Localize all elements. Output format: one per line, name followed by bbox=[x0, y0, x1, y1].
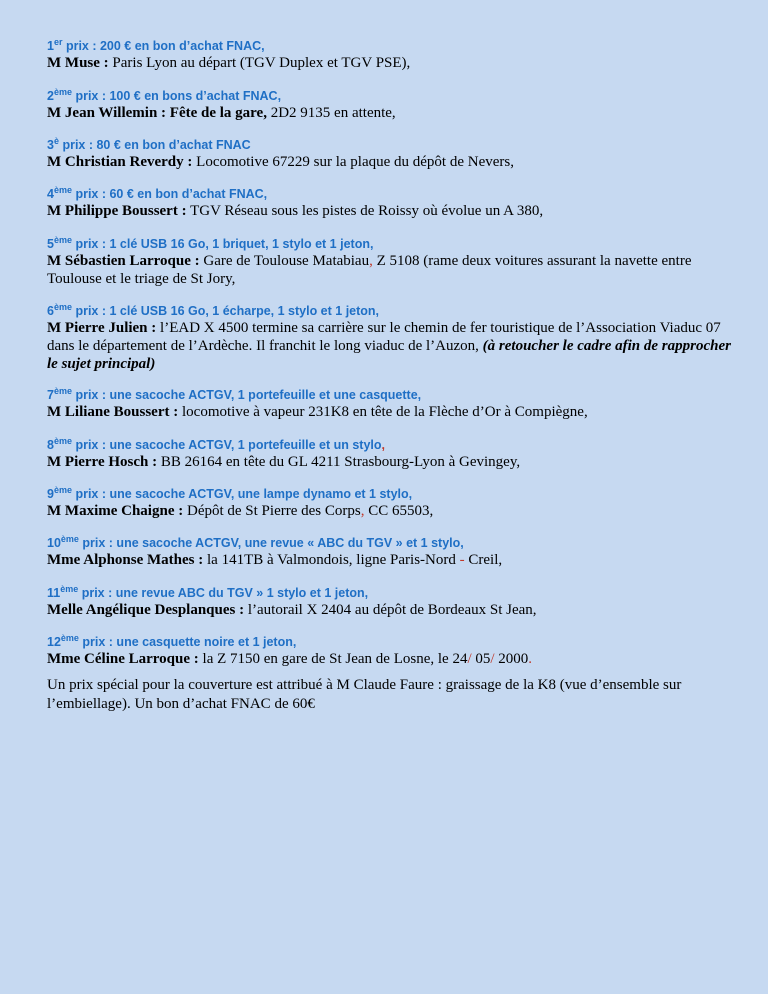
prize-description: M Maxime Chaigne : Dépôt de St Pierre des Corps, CC 65503, bbox=[47, 503, 434, 519]
prize-description: Mme Céline Larroque : la Z 7150 en gare de St Jean de Losne, le 24/ 05/ 2000. bbox=[47, 651, 533, 667]
prize-description: M Christian Reverdy : Locomotive 67229 sur la plaque du dépôt de Nevers, bbox=[47, 154, 514, 170]
prize-heading: 11ème prix : une revue ABC du TGV » 1 stylo et 1 jeton, bbox=[47, 584, 369, 600]
prize-heading: 1er prix : 200 € en bon d’achat FNAC, bbox=[47, 37, 265, 53]
winner-name: M Pierre Hosch : bbox=[47, 454, 158, 470]
winner-name: Melle Angélique Desplanques : bbox=[47, 602, 245, 618]
winner-name: M Philippe Boussert : bbox=[47, 203, 187, 219]
prize-heading: 8ème prix : une sacoche ACTGV, 1 portefeuille et un stylo, bbox=[47, 436, 386, 452]
prize-heading: 4ème prix : 60 € en bon d’achat FNAC, bbox=[47, 185, 268, 201]
prize-description: M Philippe Boussert : TGV Réseau sous les pistes de Roissy où évolue un A 380, bbox=[47, 203, 544, 219]
prize-8 bbox=[47, 437, 737, 471]
winner-name: M Christian Reverdy : bbox=[47, 154, 193, 170]
prize-description: Mme Alphonse Mathes : la 141TB à Valmondois, ligne Paris-Nord - Creil, bbox=[47, 552, 503, 568]
winner-name: Mme Céline Larroque : bbox=[47, 651, 199, 667]
special-prize-paragraph: Un prix spécial pour la couverture est attribué à M Claude Faure : graissage de la K8 (vue d’ensemble sur l’embiellage). Un bon d’achat FNAC de 60€ bbox=[47, 677, 682, 712]
prize-heading: 9ème prix : une sacoche ACTGV, une lampe dynamo et 1 stylo, bbox=[47, 485, 413, 501]
prize-12 bbox=[47, 634, 737, 668]
winner-name: M Jean Willemin : Fête de la gare, bbox=[47, 105, 267, 121]
prize-description: M Pierre Julien : l’EAD X 4500 termine sa carrière sur le chemin de fer touristique de l’Association Viaduc 07 dans le département de l’Ardèche. Il franchit le long viaduc de l’Auzon, (à retoucher le cadre afin de rapprocher le sujet principal) bbox=[47, 320, 731, 372]
prize-heading: $3^è$ prix : 80 € en bon d’achat FNAC bbox=[47, 136, 251, 152]
winner-name: Mme Alphonse Mathes : bbox=[47, 552, 204, 568]
prize-heading: 7ème prix : une sacoche ACTGV, 1 portefeuille et une casquette, bbox=[47, 386, 422, 402]
prize-description: Melle Angélique Desplanques : l’autorail X 2404 au dépôt de Bordeaux St Jean, bbox=[47, 602, 537, 618]
prize-10 bbox=[47, 535, 737, 569]
prize-description: M Liliane Boussert : locomotive à vapeur 231K8 en tête de la Flèche d’Or à Compiègne, bbox=[47, 404, 588, 420]
prize-9 bbox=[47, 486, 737, 520]
prize-11 bbox=[47, 585, 737, 619]
prize-2 bbox=[47, 88, 737, 122]
prize-heading: 5ème prix : 1 clé USB 16 Go, 1 briquet, 1 stylo et 1 jeton, bbox=[47, 235, 374, 251]
prize-heading: 6ème prix : 1 clé USB 16 Go, 1 écharpe, 1 stylo et 1 jeton, bbox=[47, 302, 380, 318]
prize-1 bbox=[47, 38, 737, 72]
prize-6 bbox=[47, 303, 737, 373]
winner-name: M Pierre Julien : bbox=[47, 320, 157, 336]
prize-heading: 12ème prix : une casquette noire et 1 jeton, bbox=[47, 633, 297, 649]
prize-heading: 10ème prix : une sacoche ACTGV, une revue « ABC du TGV » et 1 stylo, bbox=[47, 534, 464, 550]
prize-7 bbox=[47, 387, 737, 421]
editor-note: (à retoucher le cadre afin de rapprocher le sujet principal) bbox=[47, 338, 731, 372]
winner-name: M Muse : bbox=[47, 55, 109, 71]
prize-5 bbox=[47, 236, 737, 288]
prize-description: M Jean Willemin : Fête de la gare, 2D2 9135 en attente, bbox=[47, 105, 396, 121]
prize-4 bbox=[47, 186, 737, 220]
prize-description: M Pierre Hosch : BB 26164 en tête du GL 4211 Strasbourg-Lyon à Gevingey, bbox=[47, 454, 521, 470]
prize-description: M Muse : Paris Lyon au départ (TGV Duplex et TGV PSE), bbox=[47, 55, 411, 71]
prize-3 bbox=[47, 137, 737, 171]
prize-description: M Sébastien Larroque : Gare de Toulouse Matabiau, Z 5108 (rame deux voitures assurant la navette entre Toulouse et le triage de St Jory, bbox=[47, 253, 692, 287]
winner-name: M Liliane Boussert : bbox=[47, 404, 179, 420]
winner-name: M Maxime Chaigne : bbox=[47, 503, 184, 519]
prize-heading: 2ème prix : 100 € en bons d’achat FNAC, bbox=[47, 87, 282, 103]
winner-name: M Sébastien Larroque : bbox=[47, 253, 200, 269]
